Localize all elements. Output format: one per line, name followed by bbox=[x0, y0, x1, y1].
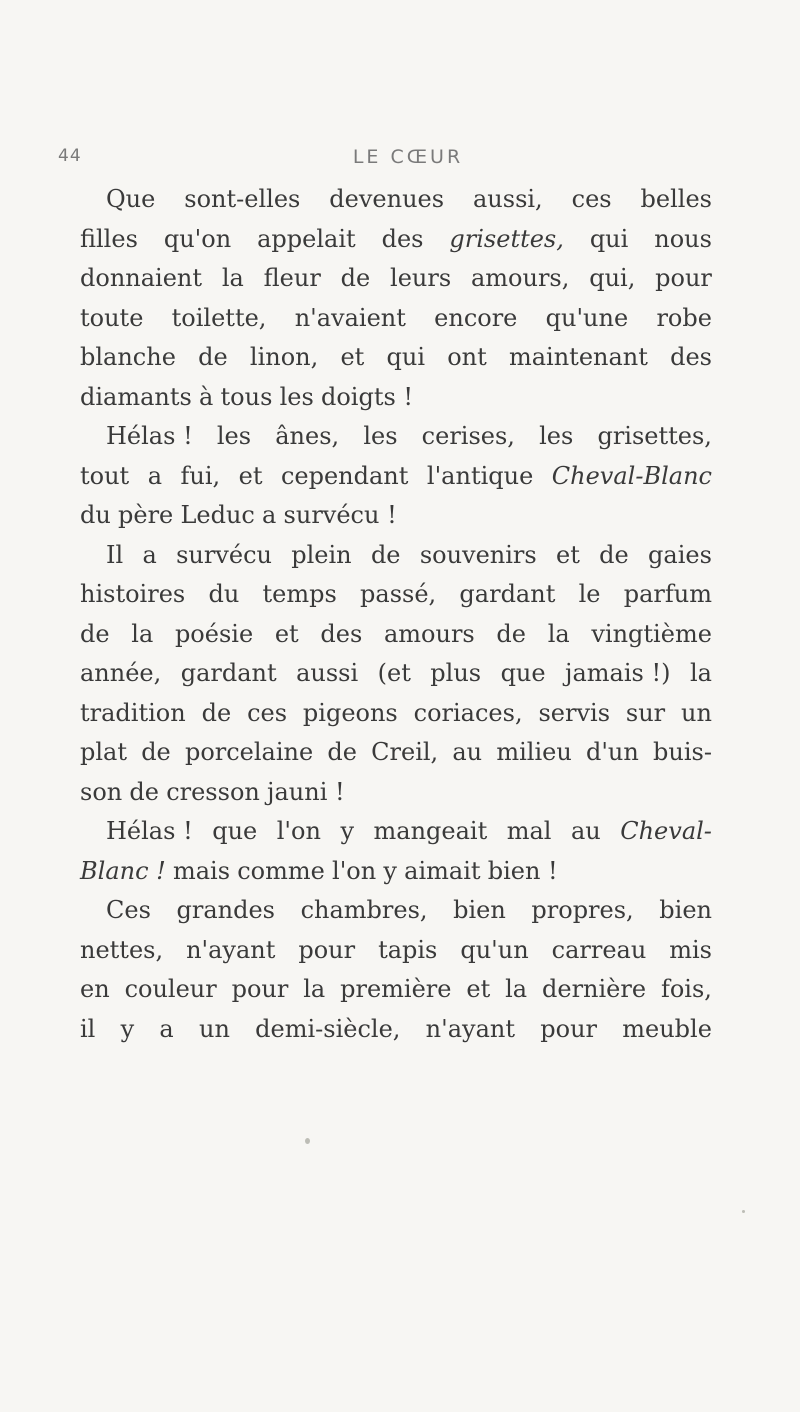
word: l'antique bbox=[426, 461, 534, 490]
text-line bbox=[80, 220, 712, 260]
word: grisettes, bbox=[449, 224, 564, 253]
word: mais bbox=[172, 856, 231, 885]
word: histoires bbox=[80, 580, 186, 608]
word: sont-elles bbox=[184, 185, 301, 213]
word: y bbox=[120, 1014, 135, 1043]
word: tradition bbox=[80, 698, 186, 727]
word: les bbox=[279, 382, 314, 411]
word: maintenant bbox=[508, 343, 648, 371]
word: chambres, bbox=[300, 896, 428, 924]
word: nettes, bbox=[80, 935, 164, 964]
word: a bbox=[142, 540, 157, 569]
word: amours bbox=[383, 619, 475, 648]
body-text bbox=[80, 180, 712, 1049]
word: qui, bbox=[589, 264, 636, 292]
word: bien bbox=[659, 896, 712, 924]
text-line bbox=[80, 773, 712, 813]
word: de bbox=[198, 343, 228, 371]
word: de bbox=[370, 540, 401, 569]
text-line bbox=[80, 891, 712, 931]
word: n'ayant bbox=[186, 935, 276, 964]
word: la bbox=[131, 619, 154, 648]
word: survécu bbox=[176, 540, 272, 569]
word: et bbox=[238, 461, 263, 490]
word: l'on bbox=[276, 817, 321, 845]
word: a bbox=[159, 1014, 174, 1043]
word: Cheval- bbox=[620, 817, 712, 845]
word: Hélas ! bbox=[106, 817, 193, 845]
word: de bbox=[129, 777, 159, 806]
word: linon, bbox=[249, 343, 319, 371]
word: et bbox=[466, 975, 491, 1003]
word: demi-siècle, bbox=[255, 1014, 401, 1043]
word: des bbox=[381, 224, 424, 253]
word: tapis bbox=[378, 935, 438, 964]
word: amours, bbox=[470, 264, 570, 292]
word: ces bbox=[571, 185, 612, 213]
word: les bbox=[363, 422, 398, 450]
word: filles bbox=[80, 224, 138, 253]
word: grandes bbox=[176, 896, 275, 924]
scan-speck bbox=[305, 1138, 310, 1144]
word: jauni ! bbox=[267, 777, 345, 806]
word: la bbox=[689, 659, 712, 687]
word: plat bbox=[80, 738, 127, 766]
text-line bbox=[80, 417, 712, 457]
text-line bbox=[80, 496, 712, 536]
word: la bbox=[505, 975, 528, 1003]
word: la bbox=[547, 619, 570, 648]
word: gaies bbox=[648, 540, 712, 569]
word: la bbox=[221, 264, 244, 292]
word: Hélas ! bbox=[106, 422, 193, 450]
word: d'un bbox=[585, 738, 639, 766]
word: doigts ! bbox=[320, 382, 414, 411]
word: pigeons bbox=[302, 698, 398, 727]
word: bien ! bbox=[487, 856, 558, 885]
word: belles bbox=[640, 185, 712, 213]
word: dernière bbox=[542, 975, 647, 1003]
word: ont bbox=[447, 343, 487, 371]
word: propres, bbox=[531, 896, 634, 924]
word: en bbox=[80, 975, 110, 1003]
word: (et bbox=[377, 659, 411, 687]
word: pour bbox=[540, 1014, 598, 1043]
word: donnaient bbox=[80, 264, 203, 292]
word: diamants bbox=[80, 382, 192, 411]
text-line bbox=[80, 852, 712, 892]
word: l'on bbox=[332, 856, 377, 885]
word: aimait bbox=[404, 856, 481, 885]
text-line bbox=[80, 378, 712, 418]
word: a bbox=[147, 461, 162, 490]
word: mal bbox=[506, 817, 552, 845]
word: toilette, bbox=[171, 303, 267, 332]
text-line bbox=[80, 970, 712, 1010]
word: plein bbox=[291, 540, 352, 569]
word: y bbox=[383, 856, 397, 885]
word: que bbox=[212, 817, 258, 845]
text-line bbox=[80, 575, 712, 615]
word: et bbox=[274, 619, 299, 648]
word: que bbox=[500, 659, 546, 687]
word: au bbox=[570, 817, 601, 845]
word: du bbox=[80, 501, 111, 529]
word: nous bbox=[654, 224, 712, 253]
word: servis bbox=[538, 698, 611, 727]
word: survécu ! bbox=[283, 501, 397, 529]
word: poésie bbox=[174, 619, 254, 648]
word: de bbox=[496, 619, 526, 648]
word: il bbox=[80, 1014, 96, 1043]
word: la bbox=[303, 975, 326, 1003]
word: qu'un bbox=[460, 935, 529, 964]
word: n'ayant bbox=[425, 1014, 516, 1043]
word: gardant bbox=[459, 580, 556, 608]
word: Creil, bbox=[371, 738, 439, 766]
word: coriaces, bbox=[413, 698, 523, 727]
word: fui, bbox=[180, 461, 221, 490]
word: vingtième bbox=[591, 619, 712, 648]
word: porcelaine bbox=[184, 738, 314, 766]
text-line bbox=[80, 259, 712, 299]
word: cresson bbox=[166, 777, 260, 806]
word: ces bbox=[247, 698, 288, 727]
text-line bbox=[80, 180, 712, 220]
word: père bbox=[118, 501, 174, 529]
word: fois, bbox=[660, 975, 712, 1003]
word: des bbox=[320, 619, 363, 648]
word: passé, bbox=[360, 580, 437, 608]
word: cependant bbox=[280, 461, 409, 490]
running-title: LE CŒUR bbox=[352, 146, 464, 168]
word: Blanc ! bbox=[80, 856, 166, 885]
word: toute bbox=[80, 303, 144, 332]
word: encore bbox=[434, 303, 518, 332]
word: un bbox=[681, 698, 712, 727]
text-line bbox=[80, 812, 712, 852]
text-line bbox=[80, 615, 712, 655]
word: mis bbox=[669, 935, 712, 964]
word: carreau bbox=[551, 935, 647, 964]
text-line bbox=[80, 733, 712, 773]
word: de bbox=[340, 264, 371, 292]
text-line bbox=[80, 299, 712, 339]
word: fleur bbox=[263, 264, 321, 292]
word: n'avaient bbox=[294, 303, 406, 332]
word: appelait bbox=[257, 224, 356, 253]
word: de bbox=[80, 619, 110, 648]
text-line bbox=[80, 1010, 712, 1050]
word: souvenirs bbox=[419, 540, 537, 569]
word: le bbox=[578, 580, 601, 608]
word: leurs bbox=[390, 264, 452, 292]
text-line bbox=[80, 338, 712, 378]
text-line bbox=[80, 654, 712, 694]
word: et bbox=[340, 343, 365, 371]
word: année, bbox=[80, 659, 162, 687]
word: milieu bbox=[496, 738, 572, 766]
word: meuble bbox=[622, 1014, 712, 1043]
word: de bbox=[141, 738, 171, 766]
word: buis- bbox=[653, 738, 712, 766]
word: devenues bbox=[329, 185, 445, 213]
word: de bbox=[327, 738, 357, 766]
word: à bbox=[199, 382, 214, 411]
word: aussi bbox=[296, 659, 359, 687]
word: temps bbox=[262, 580, 337, 608]
word: pour bbox=[231, 975, 289, 1003]
running-head bbox=[58, 146, 758, 176]
word: qu'on bbox=[163, 224, 232, 253]
word: jamais !) bbox=[565, 659, 671, 687]
word: un bbox=[198, 1014, 230, 1043]
word: cerises, bbox=[421, 422, 515, 450]
word: Cheval-Blanc bbox=[551, 461, 712, 490]
word: et bbox=[556, 540, 580, 569]
word: de bbox=[599, 540, 629, 569]
text-line bbox=[80, 536, 712, 576]
word: couleur bbox=[124, 975, 217, 1003]
word: gardant bbox=[180, 659, 277, 687]
word: pour bbox=[655, 264, 712, 292]
word: du bbox=[208, 580, 240, 608]
word: y bbox=[340, 817, 354, 845]
text-line bbox=[80, 931, 712, 971]
word: son bbox=[80, 777, 123, 806]
word: comme bbox=[237, 856, 325, 885]
word: qu'une bbox=[545, 303, 629, 332]
word: des bbox=[670, 343, 712, 371]
text-line bbox=[80, 457, 712, 497]
word: tous bbox=[220, 382, 273, 411]
word: sur bbox=[625, 698, 666, 727]
word: qui bbox=[589, 224, 629, 253]
word: Leduc bbox=[180, 501, 255, 529]
word: les bbox=[216, 422, 252, 450]
text-line bbox=[80, 694, 712, 734]
word: tout bbox=[80, 461, 130, 490]
word: bien bbox=[453, 896, 506, 924]
word: qui bbox=[386, 343, 425, 371]
scan-speck bbox=[742, 1210, 745, 1213]
word: Ces bbox=[106, 896, 151, 924]
word: mangeait bbox=[373, 817, 488, 845]
word: Que bbox=[106, 185, 156, 213]
word: robe bbox=[656, 303, 712, 332]
word: au bbox=[452, 738, 483, 766]
page-number: 44 bbox=[58, 146, 82, 166]
word: ânes, bbox=[275, 422, 340, 450]
word: les bbox=[539, 422, 574, 450]
word: Il bbox=[106, 540, 124, 569]
word: de bbox=[201, 698, 232, 727]
word: première bbox=[340, 975, 452, 1003]
word: grisettes, bbox=[597, 422, 712, 450]
word: parfum bbox=[623, 580, 712, 608]
word: aussi, bbox=[472, 185, 543, 213]
word: pour bbox=[298, 935, 356, 964]
word: plus bbox=[430, 659, 482, 687]
word: blanche bbox=[80, 343, 176, 371]
word: a bbox=[262, 501, 277, 529]
